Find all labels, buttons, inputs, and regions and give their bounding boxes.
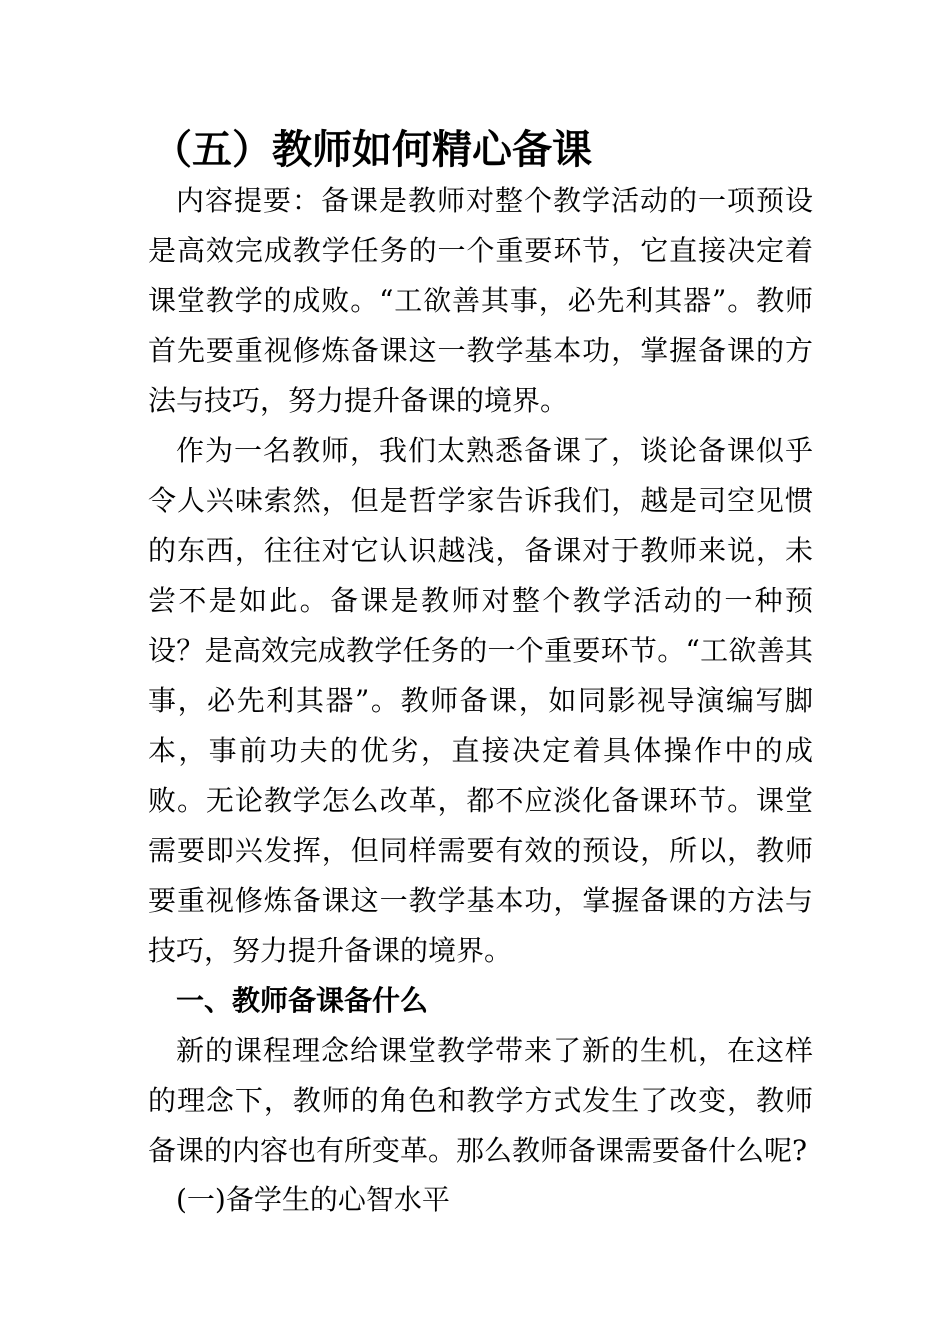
body-paragraph-section: 新的课程理念给课堂教学带来了新的生机，在这样的理念下，教师的角色和教学方式发生了改变，教师备课的内容也有所变革。那么教师备课需要备什么呢? bbox=[148, 1034, 813, 1167]
summary-paragraph: 内容提要：备课是教师对整个教学活动的一项预设是高效完成教学任务的一个重要环节，它直接决定着课堂教学的成败。“工欲善其事，必先利其器”。教师首先要重视修炼备课这一教学基本功，掌握备课的方法与技巧，努力提升备课的境界。 bbox=[148, 184, 813, 417]
subsection-heading: (一)备学生的心智水平 bbox=[176, 1183, 450, 1216]
body-paragraph-intro: 作为一名教师，我们太熟悉备课了，谈论备课似乎令人兴味索然，但是哲学家告诉我们，越是司空见惯的东西，往往对它认识越浅，备课对于教师来说，未尝不是如此。备课是教师对整个教学活动的一种预设？是高效完成教学任务的一个重要环节。“工欲善其事，必先利其器”。教师备课，如同影视导演编写脚本，事前功夫的优劣，直接决定着具体操作中的成败。无论教学怎么改革，都不应淡化备课环节。课堂需要即兴发挥，但同样需要有效的预设，所以，教师要重视修炼备课这一教学基本功，掌握备课的方法与技巧，努力提升备课的境界。 bbox=[148, 434, 813, 967]
section-heading: 一、教师备课备什么 bbox=[176, 984, 429, 1017]
document-title: （五）教师如何精心备课 bbox=[152, 126, 592, 173]
